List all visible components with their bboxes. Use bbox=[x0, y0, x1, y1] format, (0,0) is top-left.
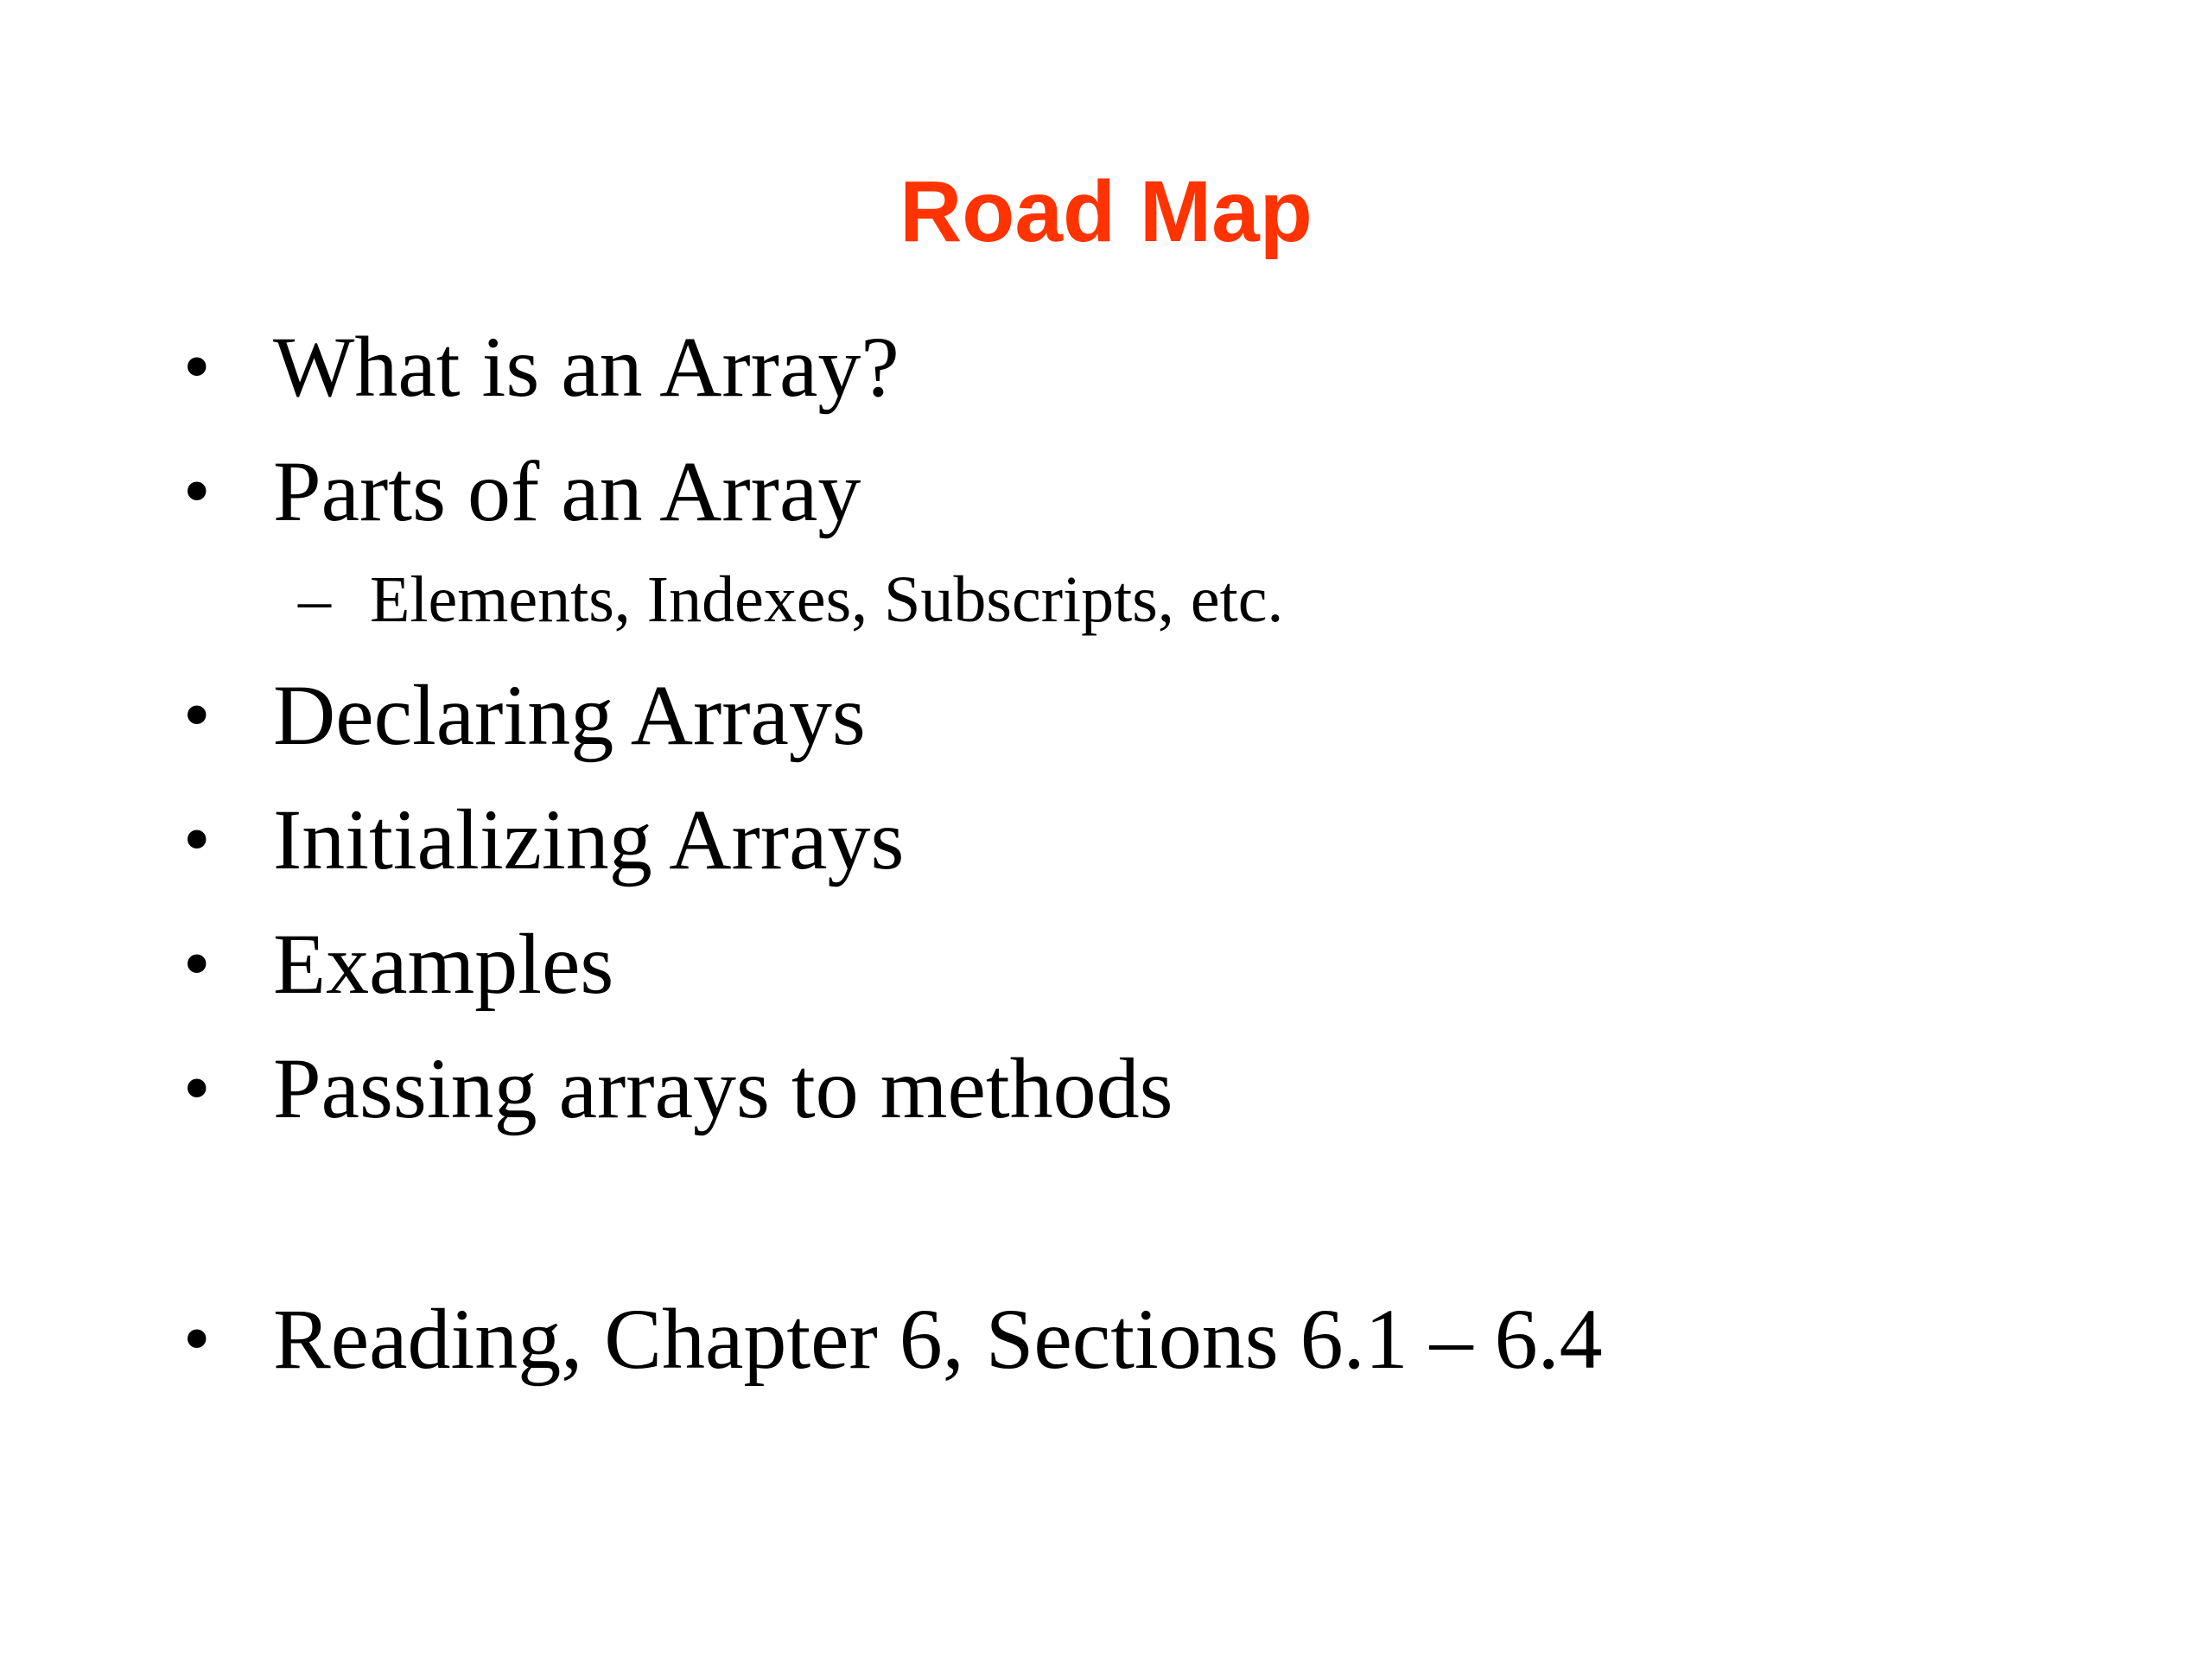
bullet-text: Parts of an Array bbox=[273, 443, 861, 539]
bullet-text: Examples bbox=[273, 916, 614, 1012]
bullet-icon: • bbox=[183, 672, 211, 758]
bullet-text: Reading, Chapter 6, Sections 6.1 – 6.4 bbox=[273, 1291, 1603, 1387]
bullet-icon: • bbox=[183, 921, 211, 1007]
bullet-icon: • bbox=[183, 1296, 211, 1382]
bullet-item-what-is-an-array bbox=[0, 315, 2212, 419]
bullet-item-passing-arrays bbox=[0, 1037, 2212, 1141]
sub-bullet-text: Elements, Indexes, Subscripts, etc. bbox=[370, 563, 1284, 636]
bullet-text: What is an Array? bbox=[273, 319, 899, 415]
sub-bullet-item-elements bbox=[0, 556, 2212, 643]
bullet-item-initializing-arrays bbox=[0, 788, 2212, 892]
bullet-icon: • bbox=[183, 1046, 211, 1131]
bullet-item-examples bbox=[0, 912, 2212, 1016]
bullet-icon: • bbox=[183, 797, 211, 882]
bullet-item-reading bbox=[0, 1287, 2212, 1391]
bullet-item-declaring-arrays bbox=[0, 664, 2212, 767]
dash-icon: – bbox=[298, 563, 331, 636]
bullet-icon: • bbox=[183, 448, 211, 534]
bullet-icon: • bbox=[183, 324, 211, 410]
bullet-text: Passing arrays to methods bbox=[273, 1040, 1173, 1136]
bullet-item-parts-of-an-array bbox=[0, 440, 2212, 543]
bullet-text: Declaring Arrays bbox=[273, 667, 866, 763]
bullet-text: Initializing Arrays bbox=[273, 791, 905, 887]
slide-title: Road Map bbox=[899, 163, 1313, 260]
